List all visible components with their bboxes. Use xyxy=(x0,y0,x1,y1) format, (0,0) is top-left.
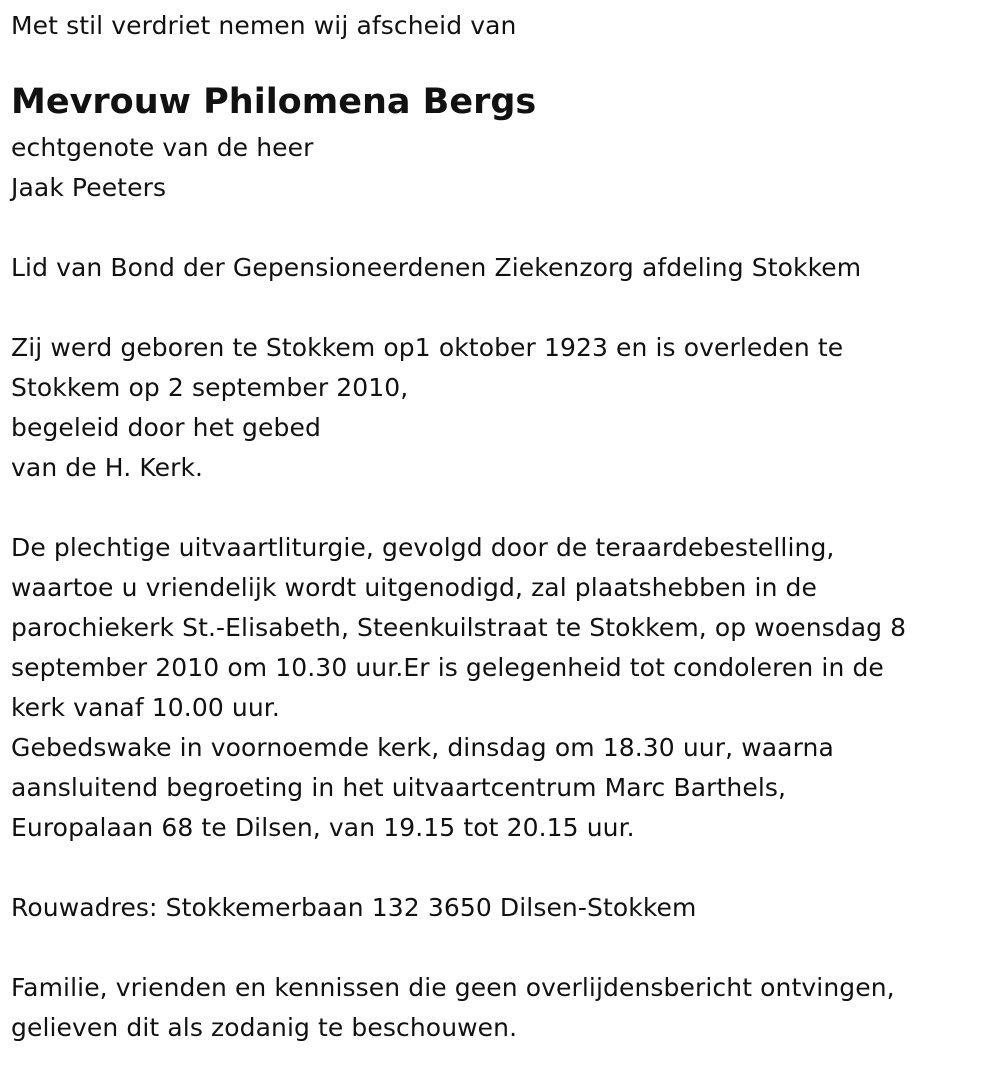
spouse-line-1: echtgenote van de heer xyxy=(11,133,314,162)
spacer xyxy=(11,488,990,528)
funeral-line-1: De plechtige uitvaartliturgie, gevolgd door de teraardebestelling, xyxy=(11,533,835,562)
funeral-line-5: kerk vanaf 10.00 uur. xyxy=(11,693,280,722)
funeral-line-2: waartoe u vriendelijk wordt uitgenodigd, zal plaatshebben in de xyxy=(11,573,818,602)
spacer xyxy=(11,288,990,328)
spacer xyxy=(11,208,990,248)
funeral-line-3: parochiekerk St.-Elisabeth, Steenkuilstraat te Stokkem, op woensdag 8 xyxy=(11,613,907,642)
funeral-line-6: Gebedswake in voornoemde kerk, dinsdag om 18.30 uur, waarna xyxy=(11,733,834,762)
closing-line-2: gelieven dit als zodanig te beschouwen. xyxy=(11,1013,518,1042)
funeral-line-7: aansluitend begroeting in het uitvaartcentrum Marc Barthels, xyxy=(11,773,787,802)
birth-death-line-4: van de H. Kerk. xyxy=(11,453,204,482)
intro-text: Met stil verdriet nemen wij afscheid van xyxy=(11,11,517,40)
birth-death-line-1: Zij werd geboren te Stokkem op1 oktober 1923 en is overleden te xyxy=(11,333,844,362)
funeral-line-4: september 2010 om 10.30 uur.Er is gelegenheid tot condoleren in de xyxy=(11,653,884,682)
membership-text: Lid van Bond der Gepensioneerdenen Ziekenzorg afdeling Stokkem xyxy=(11,253,862,282)
spacer xyxy=(11,928,990,968)
spouse-line-2: Jaak Peeters xyxy=(11,173,167,202)
deceased-name: Mevrouw Philomena Bergs xyxy=(11,82,537,122)
birth-death-line-2: Stokkem op 2 september 2010, xyxy=(11,373,409,402)
funeral-line-8: Europalaan 68 te Dilsen, van 19.15 tot 20.15 uur. xyxy=(11,813,635,842)
spacer xyxy=(11,848,990,888)
birth-death-line-3: begeleid door het gebed xyxy=(11,413,321,442)
closing-line-1: Familie, vrienden en kennissen die geen overlijdensbericht ontvingen, xyxy=(11,973,895,1002)
mourning-address: Rouwadres: Stokkemerbaan 132 3650 Dilsen-Stokkem xyxy=(11,893,697,922)
